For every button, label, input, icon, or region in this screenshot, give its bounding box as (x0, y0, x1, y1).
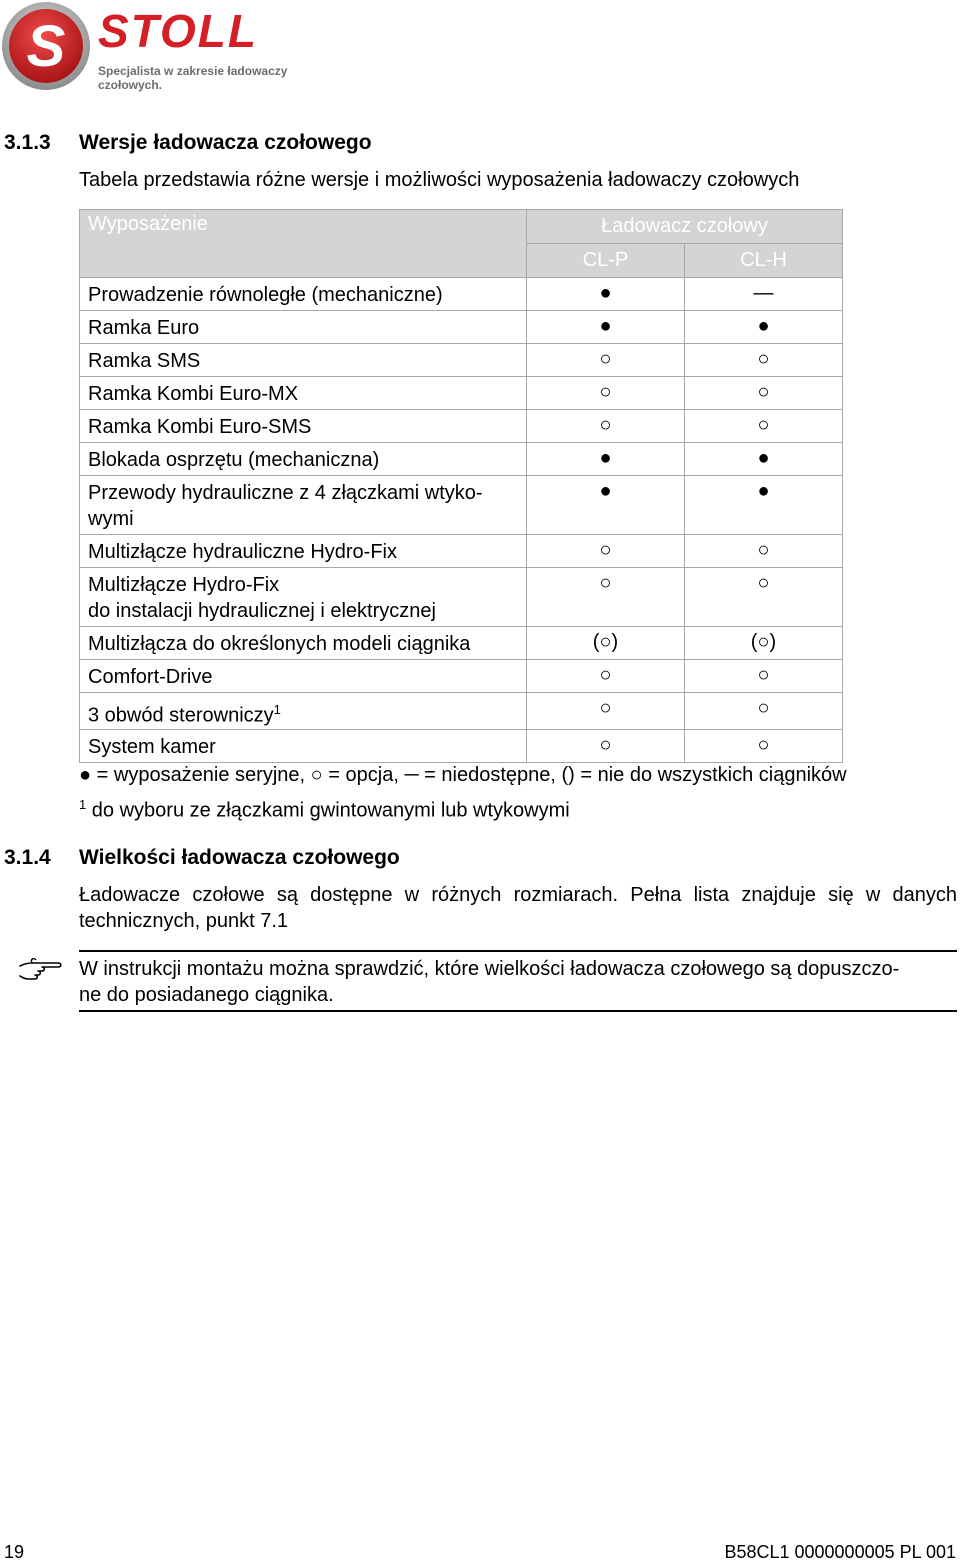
cl-p-value: ○ (527, 535, 685, 568)
cl-h-value: ○ (685, 410, 843, 443)
cl-p-value: ● (527, 311, 685, 344)
stoll-emblem-icon (0, 0, 96, 92)
cl-p-value: (○) (527, 627, 685, 660)
cl-h-value: ○ (685, 377, 843, 410)
header-loader: Ładowacz czołowy (527, 210, 843, 244)
section-number: 3.1.4 (4, 846, 51, 869)
cl-h-value: ○ (685, 344, 843, 377)
row-label (80, 476, 527, 535)
cl-h-value: — (685, 278, 843, 311)
row-label: Ramka Kombi Euro-SMS (80, 410, 527, 443)
table-row (80, 568, 843, 627)
section-body-line2: technicznych, punkt 7.1 (79, 910, 289, 932)
row-label: System kamer (80, 729, 527, 762)
row-label-line1: Multizłącze Hydro-Fix (88, 574, 280, 596)
table-row (80, 344, 843, 377)
table-row (80, 278, 843, 311)
cl-p-value: ○ (527, 568, 685, 627)
cl-h-value: ● (685, 476, 843, 535)
table-row (80, 693, 843, 730)
cl-p-value: ● (527, 476, 685, 535)
table-row (80, 660, 843, 693)
legend-footnote (79, 797, 570, 823)
cl-p-value: ○ (527, 693, 685, 730)
section-number: 3.1.3 (4, 131, 51, 154)
note-line2: ne do posiadanego ciągnika. (79, 984, 334, 1006)
cl-h-value: (○) (685, 627, 843, 660)
row-label-line2: do instalacji hydraulicznej i elektrycznej (88, 600, 436, 622)
table-row (80, 377, 843, 410)
table-row (80, 443, 843, 476)
document-code: B58CL1 0000000005 PL 001 (724, 1542, 956, 1562)
row-label (80, 693, 527, 730)
cl-h-value: ○ (685, 729, 843, 762)
cl-p-value: ● (527, 278, 685, 311)
brand-name: STOLL (98, 5, 258, 57)
table-row (80, 729, 843, 762)
row-label: Prowadzenie równoległe (mechaniczne) (80, 278, 527, 311)
row-label: Ramka SMS (80, 344, 527, 377)
cl-h-value: ● (685, 311, 843, 344)
cl-p-value: ○ (527, 410, 685, 443)
section-body (79, 882, 957, 934)
row-label: Multizłącza do określonych modeli ciągnika (80, 627, 527, 660)
row-label-line2: wymi (88, 508, 134, 530)
cl-p-value: ○ (527, 660, 685, 693)
brand-tagline: Specjalista w zakresie ładowaczy czołowych. (98, 64, 288, 92)
row-label: Ramka Euro (80, 311, 527, 344)
svg-text:S: S (26, 14, 66, 79)
header-cl-h: CL-H (685, 244, 843, 278)
footnote-marker: 1 (79, 797, 87, 812)
table-row (80, 311, 843, 344)
cl-h-value: ● (685, 443, 843, 476)
row-label: Ramka Kombi Euro-MX (80, 377, 527, 410)
table-header-row (80, 210, 843, 244)
equipment-table (79, 209, 843, 763)
cl-h-value: ○ (685, 568, 843, 627)
footnote-text: do wyboru ze złączkami gwintowanymi lub wtykowymi (86, 799, 570, 822)
note-box (79, 950, 957, 1012)
brand-logo (0, 0, 330, 92)
section-title: Wielkości ładowacza czołowego (79, 846, 400, 869)
section-intro: Tabela przedstawia różne wersje i możliwości wyposażenia ładowaczy czołowych (79, 169, 800, 191)
section-body-line1: Ładowacze czołowe są dostępne w różnych rozmiarach. Pełna lista znajduje się w danych (79, 884, 957, 906)
row-label (80, 568, 527, 627)
cl-p-value: ○ (527, 377, 685, 410)
cl-h-value: ○ (685, 535, 843, 568)
cl-p-value: ○ (527, 729, 685, 762)
table-row (80, 410, 843, 443)
cl-h-value: ○ (685, 693, 843, 730)
page-number: 19 (4, 1542, 25, 1562)
legend-symbols: ● = wyposażenie seryjne, ○ = opcja, ─ = niedostępne, () = nie do wszystkich ciągników (79, 764, 847, 786)
row-label: Multizłącze hydrauliczne Hydro-Fix (80, 535, 527, 568)
row-label-line1: Przewody hydrauliczne z 4 złączkami wtyko- (88, 482, 483, 504)
table-row (80, 476, 843, 535)
table-row (80, 627, 843, 660)
cl-p-value: ● (527, 443, 685, 476)
row-label-text: 3 obwód sterowniczy (88, 704, 274, 727)
row-label: Blokada osprzętu (mechaniczna) (80, 443, 527, 476)
note-text (79, 956, 957, 1008)
cl-p-value: ○ (527, 344, 685, 377)
section-title: Wersje ładowacza czołowego (79, 131, 372, 154)
footnote-marker: 1 (273, 702, 281, 717)
row-label: Comfort-Drive (80, 660, 527, 693)
header-equipment: Wyposażenie (80, 210, 527, 278)
cl-h-value: ○ (685, 660, 843, 693)
header-cl-p: CL-P (527, 244, 685, 278)
note-line1: W instrukcji montażu można sprawdzić, które wielkości ładowacza czołowego są dopuszczo- (79, 958, 900, 980)
pointing-hand-icon (18, 954, 64, 984)
table-row (80, 535, 843, 568)
